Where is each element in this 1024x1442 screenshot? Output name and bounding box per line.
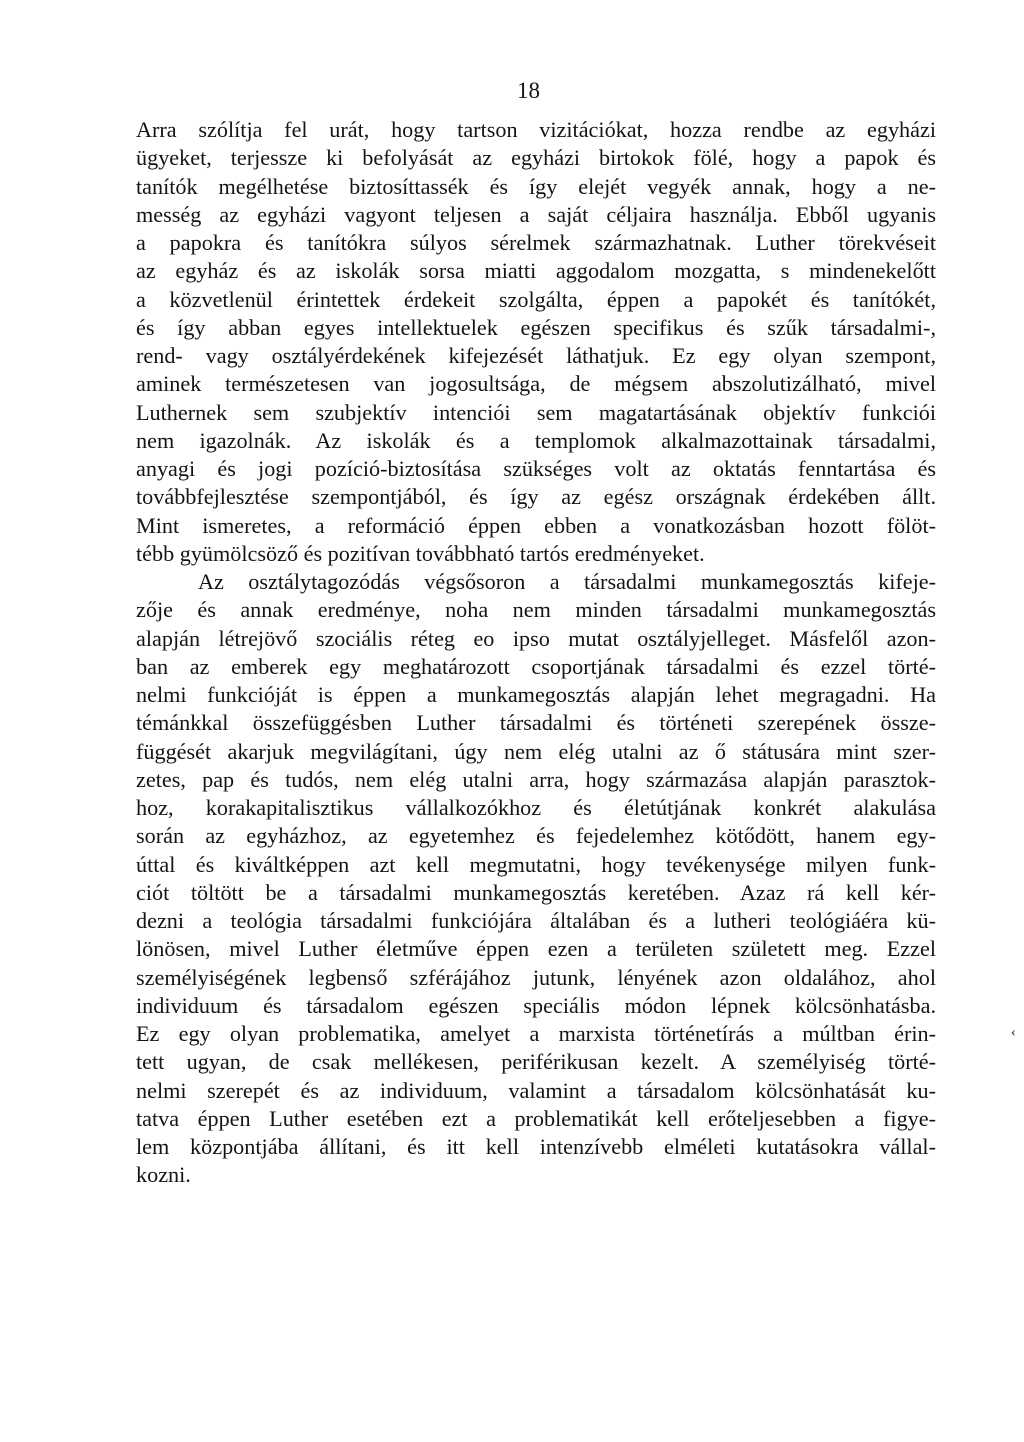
body-text: [136, 116, 936, 1190]
text-line: hoz, korakapitalisztikus vállalkozókhoz és életútjának konkrét alakulása: [136, 795, 936, 820]
text-line: függését akarjuk megvilágítani, úgy nem elég utalni az ő státusára mint szer-: [136, 738, 936, 764]
paragraph-first-line: Az osztálytagozódás végsősoron a társadalmi munkamegosztás kifeje-: [198, 569, 936, 594]
text-line: tett ugyan, de csak mellékesen, periférikusan kezelt. A személyiség törté-: [136, 1049, 936, 1075]
text-line: rend- vagy osztályérdekének kifejezését láthatjuk. Ez egy olyan szempont,: [136, 343, 936, 368]
text-line: individuum és társadalom egészen speciális módon lépnek kölcsönhatásba.: [136, 992, 936, 1018]
text-line: lem központjába állítani, és itt kell intenzívebb elméleti kutatásokra vállal-: [136, 1134, 936, 1159]
text-line: anyagi és jogi pozíció-biztosítása szükséges volt az oktatás fenntartása és: [136, 456, 936, 481]
text-line: Mint ismeretes, a reformáció éppen ebben a vonatkozásban hozott fölöt-: [136, 512, 936, 538]
text-line: dezni a teológia társadalmi funkciójára általában és a lutheri teológiáéra kü-: [136, 908, 936, 933]
text-line: a közvetlenül érintettek érdekeit szolgálta, éppen a papokét és tanítókét,: [136, 286, 936, 312]
text-line: nelmi funkcióját is éppen a munkamegosztás alapján lehet megragadni. Ha: [136, 682, 936, 707]
text-line: ügyeket, terjessze ki befolyását az egyházi birtokok fölé, hogy a papok és: [136, 145, 936, 171]
text-line: zetes, pap és tudós, nem elég utalni arra, hogy származása alapján parasztok-: [136, 766, 936, 792]
text-line: nem igazolnák. Az iskolák és a templomok alkalmazottainak társadalmi,: [136, 427, 936, 453]
text-line: továbbfejlesztése szempontjából, és így az egész országnak érdekében állt.: [136, 484, 936, 510]
text-line: nelmi szerepét és az individuum, valamint a társadalom kölcsönhatását ku-: [136, 1077, 936, 1103]
text-line: és így abban egyes intellektuelek egészen specifikus és szűk társadalmi-,: [136, 314, 936, 340]
text-line: személyiségének legbenső szférájához jutunk, lényének azon oldalához, ahol: [136, 964, 936, 990]
text-line: alapján létrejövő szociális réteg eo ipso mutat osztályjelleget. Másfelől azon-: [136, 625, 936, 651]
text-line: az egyház és az iskolák sorsa miatti aggodalom mozgatta, s mindenekelőtt: [136, 258, 936, 284]
text-line: Arra szólítja fel urát, hogy tartson vizitációkat, hozza rendbe az egyházi: [136, 117, 936, 142]
text-line: a papokra és tanítókra súlyos sérelmek származhatnak. Luther törekvéseit: [136, 230, 936, 255]
text-line: témánkkal összefüggésben Luther társadalmi és történeti szerepének össze-: [136, 710, 936, 736]
text-line: messég az egyházi vagyont teljesen a saját céljaira használja. Ebből ugyanis: [136, 201, 936, 227]
page-number: 18: [517, 78, 540, 103]
text-line: ban az emberek egy meghatározott csoportjának társadalmi és ezzel törté-: [136, 653, 936, 679]
text-line: lönösen, mivel Luther életműve éppen ezen a területen született meg. Ezzel: [136, 936, 936, 962]
text-line: zője és annak eredménye, noha nem minden társadalmi munkamegosztás: [136, 597, 936, 623]
paragraph-last-line: kozni.: [136, 1162, 191, 1188]
text-line: aminek természetesen van jogosultsága, de mégsem abszolutizálható, mivel: [136, 371, 936, 397]
text-line: Luthernek sem szubjektív intenciói sem magatartásának objektív funkciói: [136, 399, 936, 425]
margin-mark: ‹: [1011, 1025, 1016, 1040]
text-line: ciót töltött be a társadalmi munkamegosztás keretében. Azaz rá kell kér-: [136, 879, 936, 905]
text-line: úttal és kiváltképpen azt kell megmutatni, hogy tevékenysége milyen funk-: [136, 851, 936, 877]
paragraph-last-line: tébb gyümölcsöző és pozitívan továbbható tartós eredményeket.: [136, 540, 705, 566]
text-line: során az egyházhoz, az egyetemhez és fejedelemhez kötődött, hanem egy-: [136, 823, 936, 849]
text-line: tatva éppen Luther esetében ezt a problematikát kell erőteljesebben a figye-: [136, 1105, 936, 1131]
text-line: Ez egy olyan problematika, amelyet a marxista történetírás a múltban érin-: [136, 1021, 936, 1046]
text-line: tanítók megélhetése biztosíttassék és így elejét vegyék annak, hogy a ne-: [136, 173, 936, 199]
